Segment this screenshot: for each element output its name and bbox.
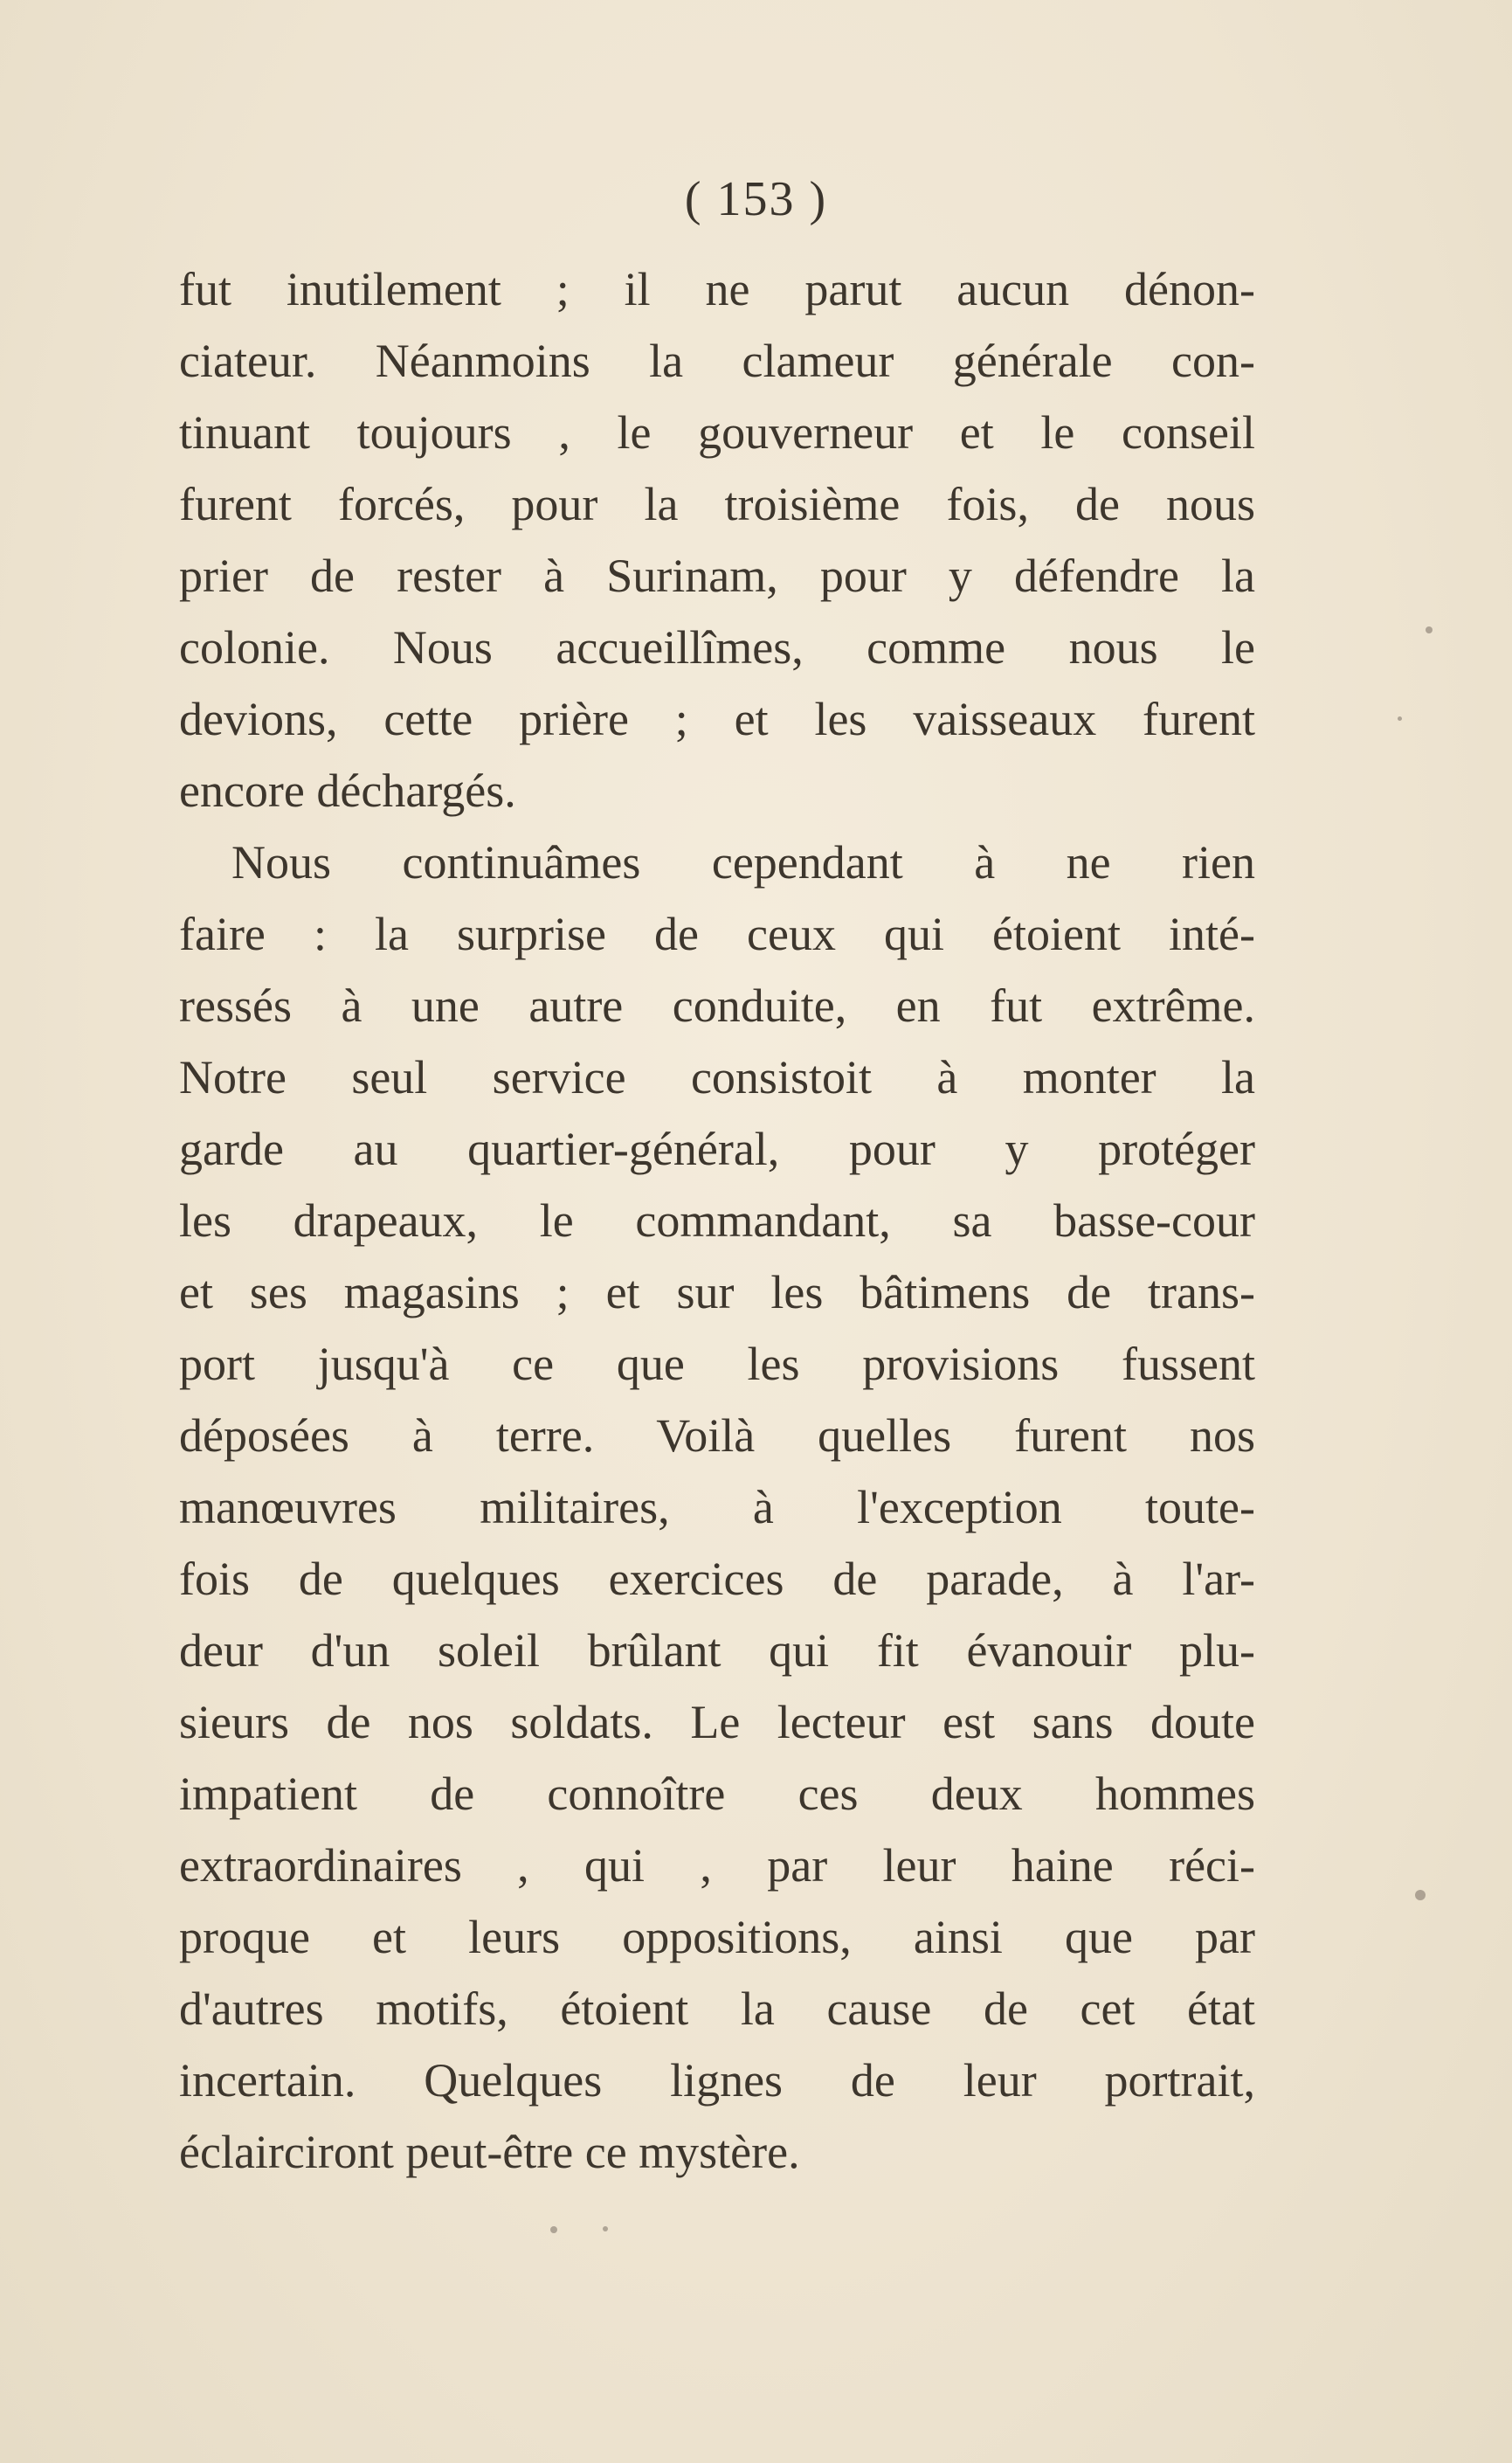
paper-speck: [550, 2226, 557, 2233]
paper-speck: [603, 2226, 608, 2231]
text-line: Notre seul service consistoit à monter la: [179, 1051, 1255, 1104]
text-line: tinuant toujours , le gouverneur et le conseil: [179, 406, 1255, 459]
paper-speck: [1398, 716, 1402, 721]
text-line: incertain. Quelques lignes de leur portrait,: [179, 2054, 1255, 2107]
page-number: ( 153 ): [684, 172, 828, 226]
paper-speck: [1415, 1890, 1426, 1900]
text-line: manœuvres militaires, à l'exception toute-: [179, 1481, 1255, 1533]
text-line: faire : la surprise de ceux qui étoient inté-: [179, 908, 1255, 960]
body-text: [179, 253, 1255, 2188]
text-line: Nous continuâmes cependant à ne rien: [231, 836, 1255, 889]
text-line: port jusqu'à ce que les provisions fussent: [179, 1338, 1255, 1390]
text-line: ressés à une autre conduite, en fut extrême.: [179, 979, 1255, 1032]
text-line: furent forcés, pour la troisième fois, de nous: [179, 478, 1255, 530]
text-line: sieurs de nos soldats. Le lecteur est sans doute: [179, 1696, 1255, 1748]
text-line: fut inutilement ; il ne parut aucun dénon-: [179, 263, 1255, 315]
text-line: et ses magasins ; et sur les bâtimens de trans-: [179, 1266, 1255, 1318]
text-line: encore déchargés.: [179, 764, 516, 817]
text-line: prier de rester à Surinam, pour y défendre la: [179, 550, 1255, 602]
text-line: colonie. Nous accueillîmes, comme nous le: [179, 621, 1255, 674]
text-line: deur d'un soleil brûlant qui fit évanouir plu-: [179, 1624, 1255, 1677]
text-line: extraordinaires , qui , par leur haine réci-: [179, 1839, 1255, 1892]
text-line: garde au quartier-général, pour y protéger: [179, 1123, 1255, 1175]
text-line: ciateur. Néanmoins la clameur générale con-: [179, 335, 1255, 387]
text-line: éclairciront peut-être ce mystère.: [179, 2126, 800, 2178]
text-line: déposées à terre. Voilà quelles furent nos: [179, 1409, 1255, 1462]
text-line: impatient de connoître ces deux hommes: [179, 1768, 1255, 1820]
paper-speck: [1426, 626, 1433, 633]
text-line: proque et leurs oppositions, ainsi que par: [179, 1911, 1255, 1963]
text-line: fois de quelques exercices de parade, à l'ar-: [179, 1553, 1255, 1605]
text-line: d'autres motifs, étoient la cause de cet état: [179, 1982, 1255, 2035]
text-line: devions, cette prière ; et les vaisseaux furent: [179, 693, 1255, 745]
text-line: les drapeaux, le commandant, sa basse-cour: [179, 1194, 1255, 1247]
